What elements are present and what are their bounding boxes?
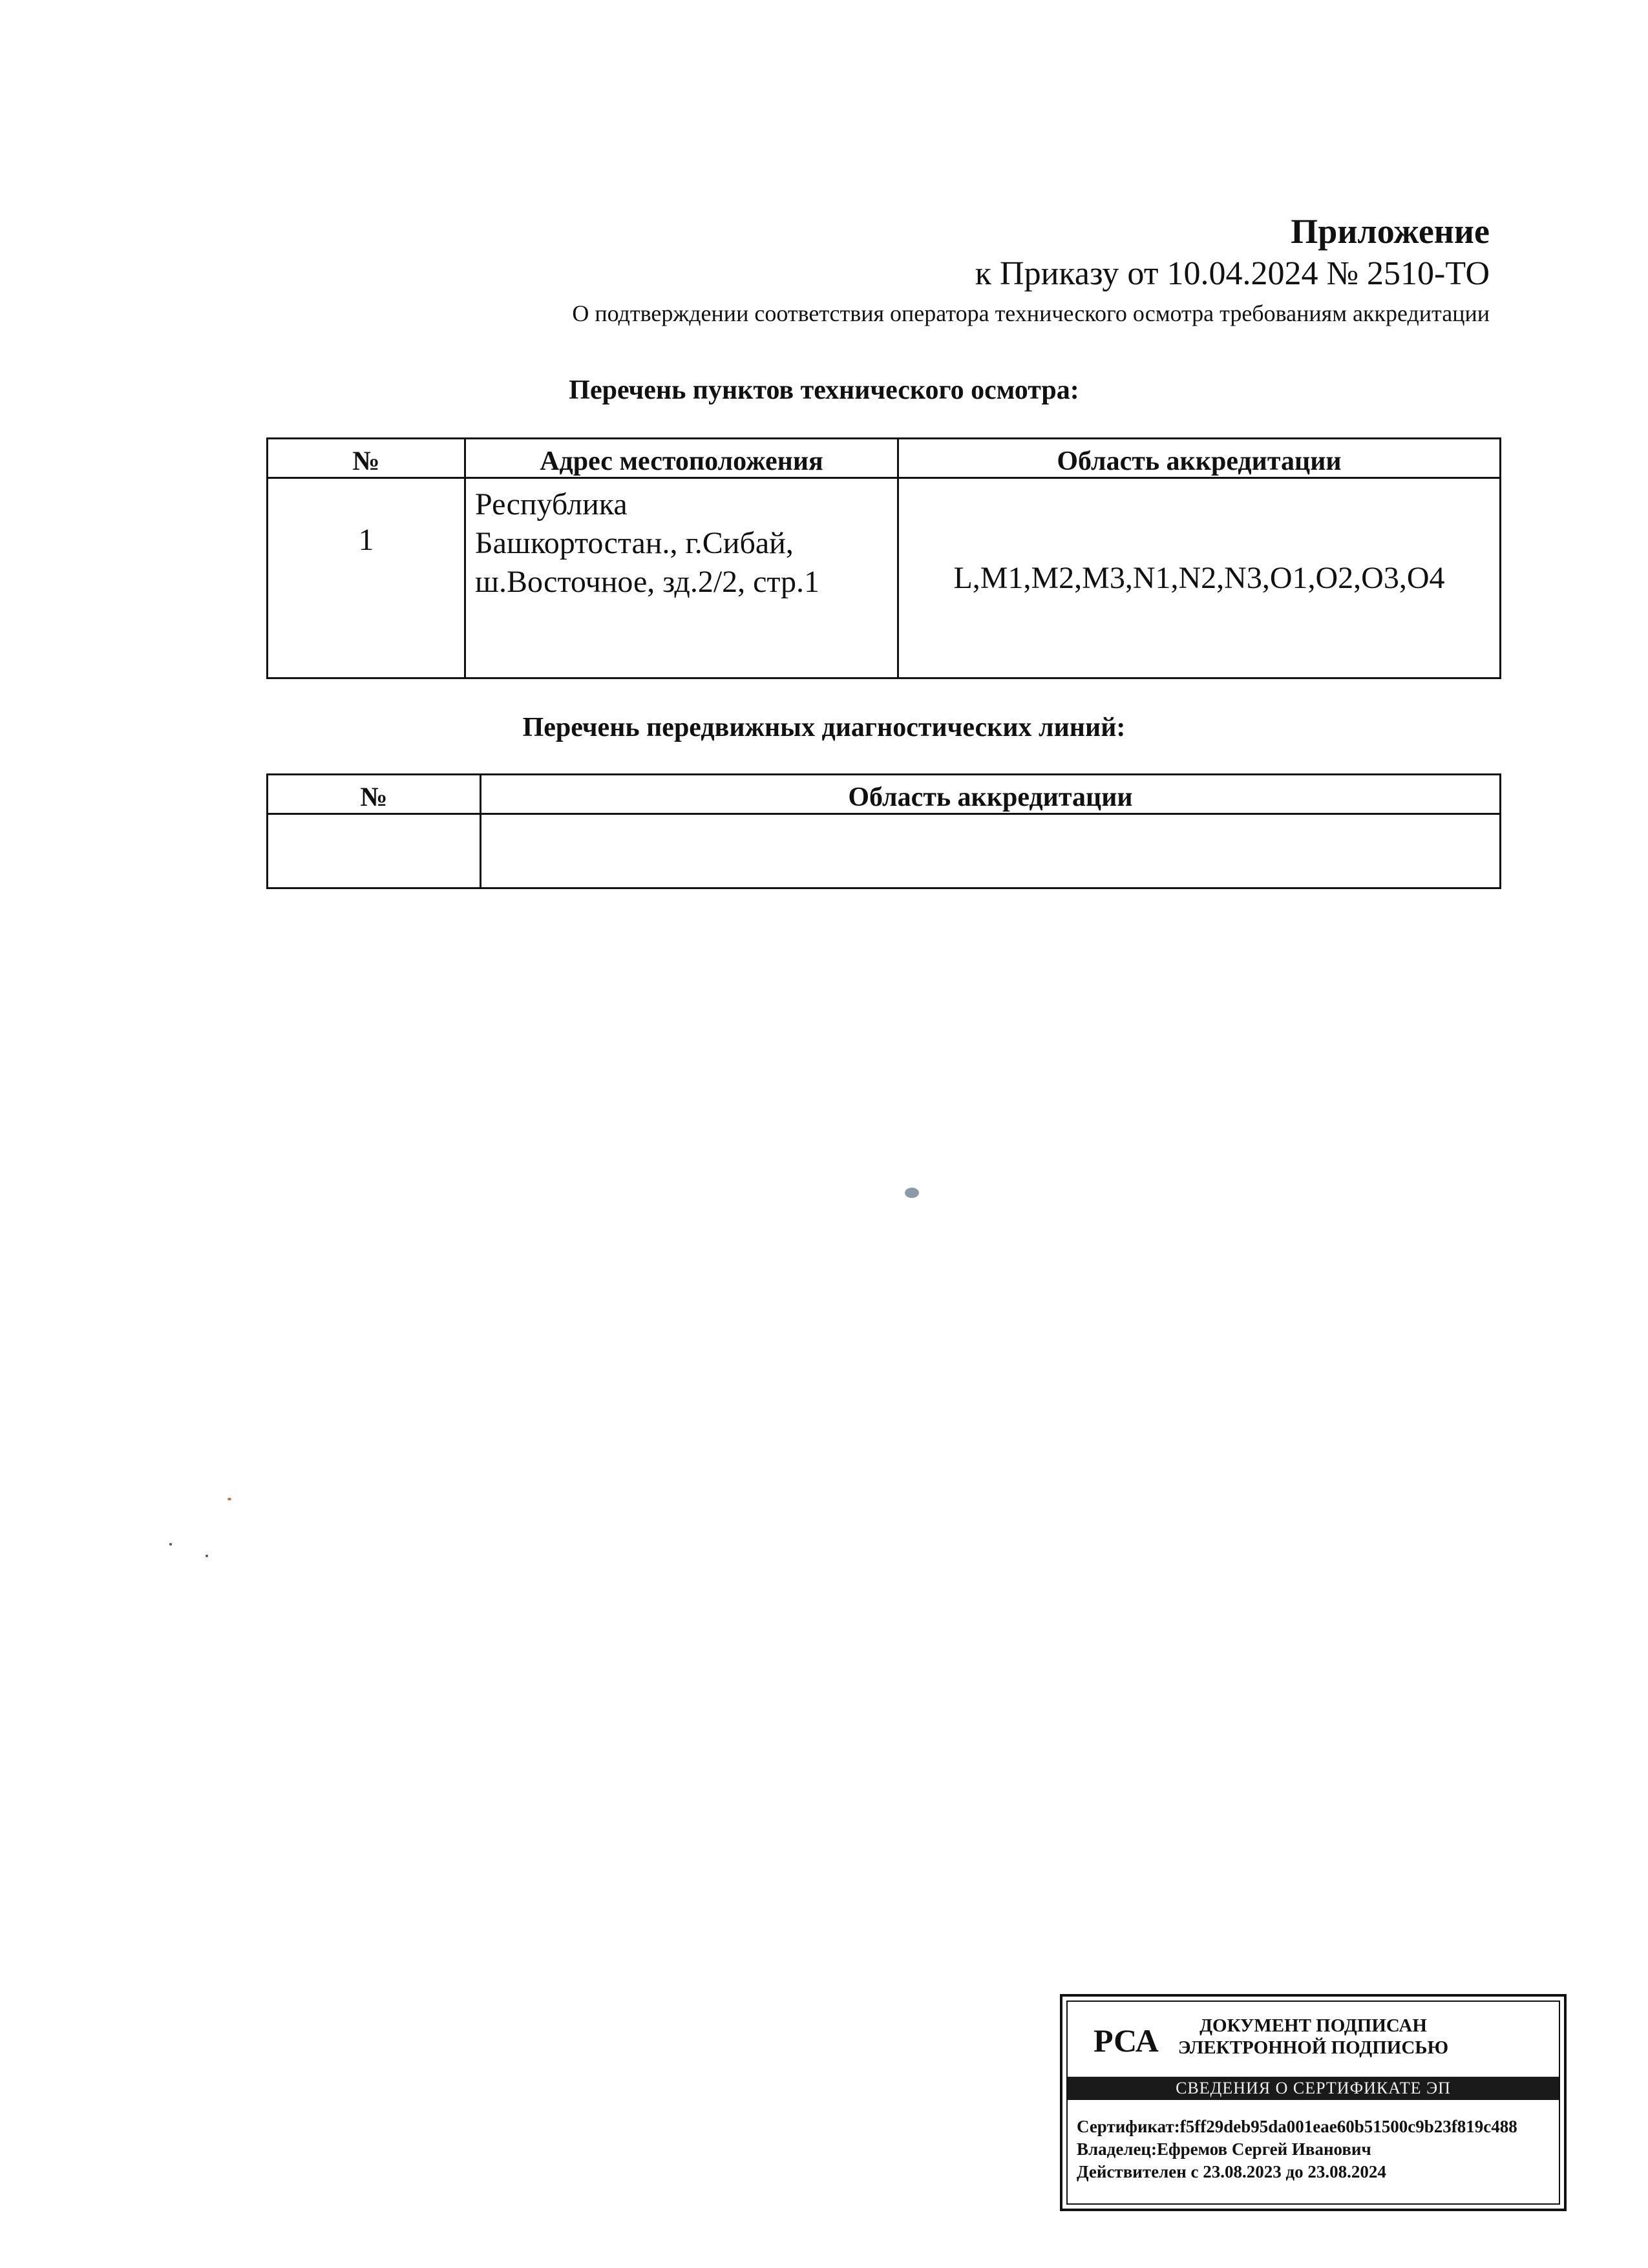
scan-speck [905,1188,919,1198]
certificate-owner: Владелец:Ефремов Сергей Иванович [1077,2139,1371,2159]
scan-speck [169,1543,172,1546]
stamp-title [1178,2015,1449,2059]
address-line: Башкортостан., г.Сибай, [475,526,794,560]
row-number [268,814,481,888]
rsa-logo: РСА [1093,2022,1159,2059]
column-header-scope: Область аккредитации [898,439,1501,478]
table-header-row [268,439,1501,478]
row-accreditation-scope: L,M1,M2,M3,N1,N2,N3,O1,O2,O3,O4 [898,478,1501,678]
certificate-id: Сертификат:f5ff29deb95da001eae60b51500c9b23f819c488 [1077,2117,1517,2136]
address-line: ш.Восточное, зд.2/2, стр.1 [475,565,820,599]
inspection-points-heading: Перечень пунктов технического осмотра: [569,375,1079,405]
mobile-lines-heading: Перечень передвижных диагностических линий: [522,713,1126,742]
mobile-lines-table [266,773,1501,889]
row-number: 1 [268,478,465,678]
order-subject: О подтверждении соответствия оператора технического осмотра требованиям аккредитации [572,300,1490,326]
table-row [268,478,1501,678]
address-line: Республика [475,487,628,521]
appendix-title: Приложение [1291,212,1490,251]
certificate-details [1077,2116,1555,2183]
stamp-title-line: ДОКУМЕНТ ПОДПИСАН [1199,2015,1427,2036]
column-header-scope: Область аккредитации [481,775,1501,814]
scan-speck [227,1498,231,1500]
column-header-number: № [268,775,481,814]
column-header-address: Адрес местоположения [465,439,898,478]
certificate-validity: Действителен с 23.08.2023 до 23.08.2024 [1077,2162,1386,2181]
table-header-row [268,775,1501,814]
order-reference: к Приказу от 10.04.2024 № 2510-ТО [975,255,1490,292]
row-address [465,478,898,678]
certificate-info-bar: СВЕДЕНИЯ О СЕРТИФИКАТЕ ЭП [1068,2077,1559,2100]
stamp-inner-frame [1066,2000,1560,2205]
table-row [268,814,1501,888]
scan-speck [206,1555,208,1557]
document-header [262,210,1490,331]
inspection-points-table [266,437,1501,679]
electronic-signature-stamp [1060,1994,1567,2211]
stamp-title-line: ЭЛЕКТРОННОЙ ПОДПИСЬЮ [1178,2037,1449,2058]
row-accreditation-scope [481,814,1501,888]
column-header-number: № [268,439,465,478]
